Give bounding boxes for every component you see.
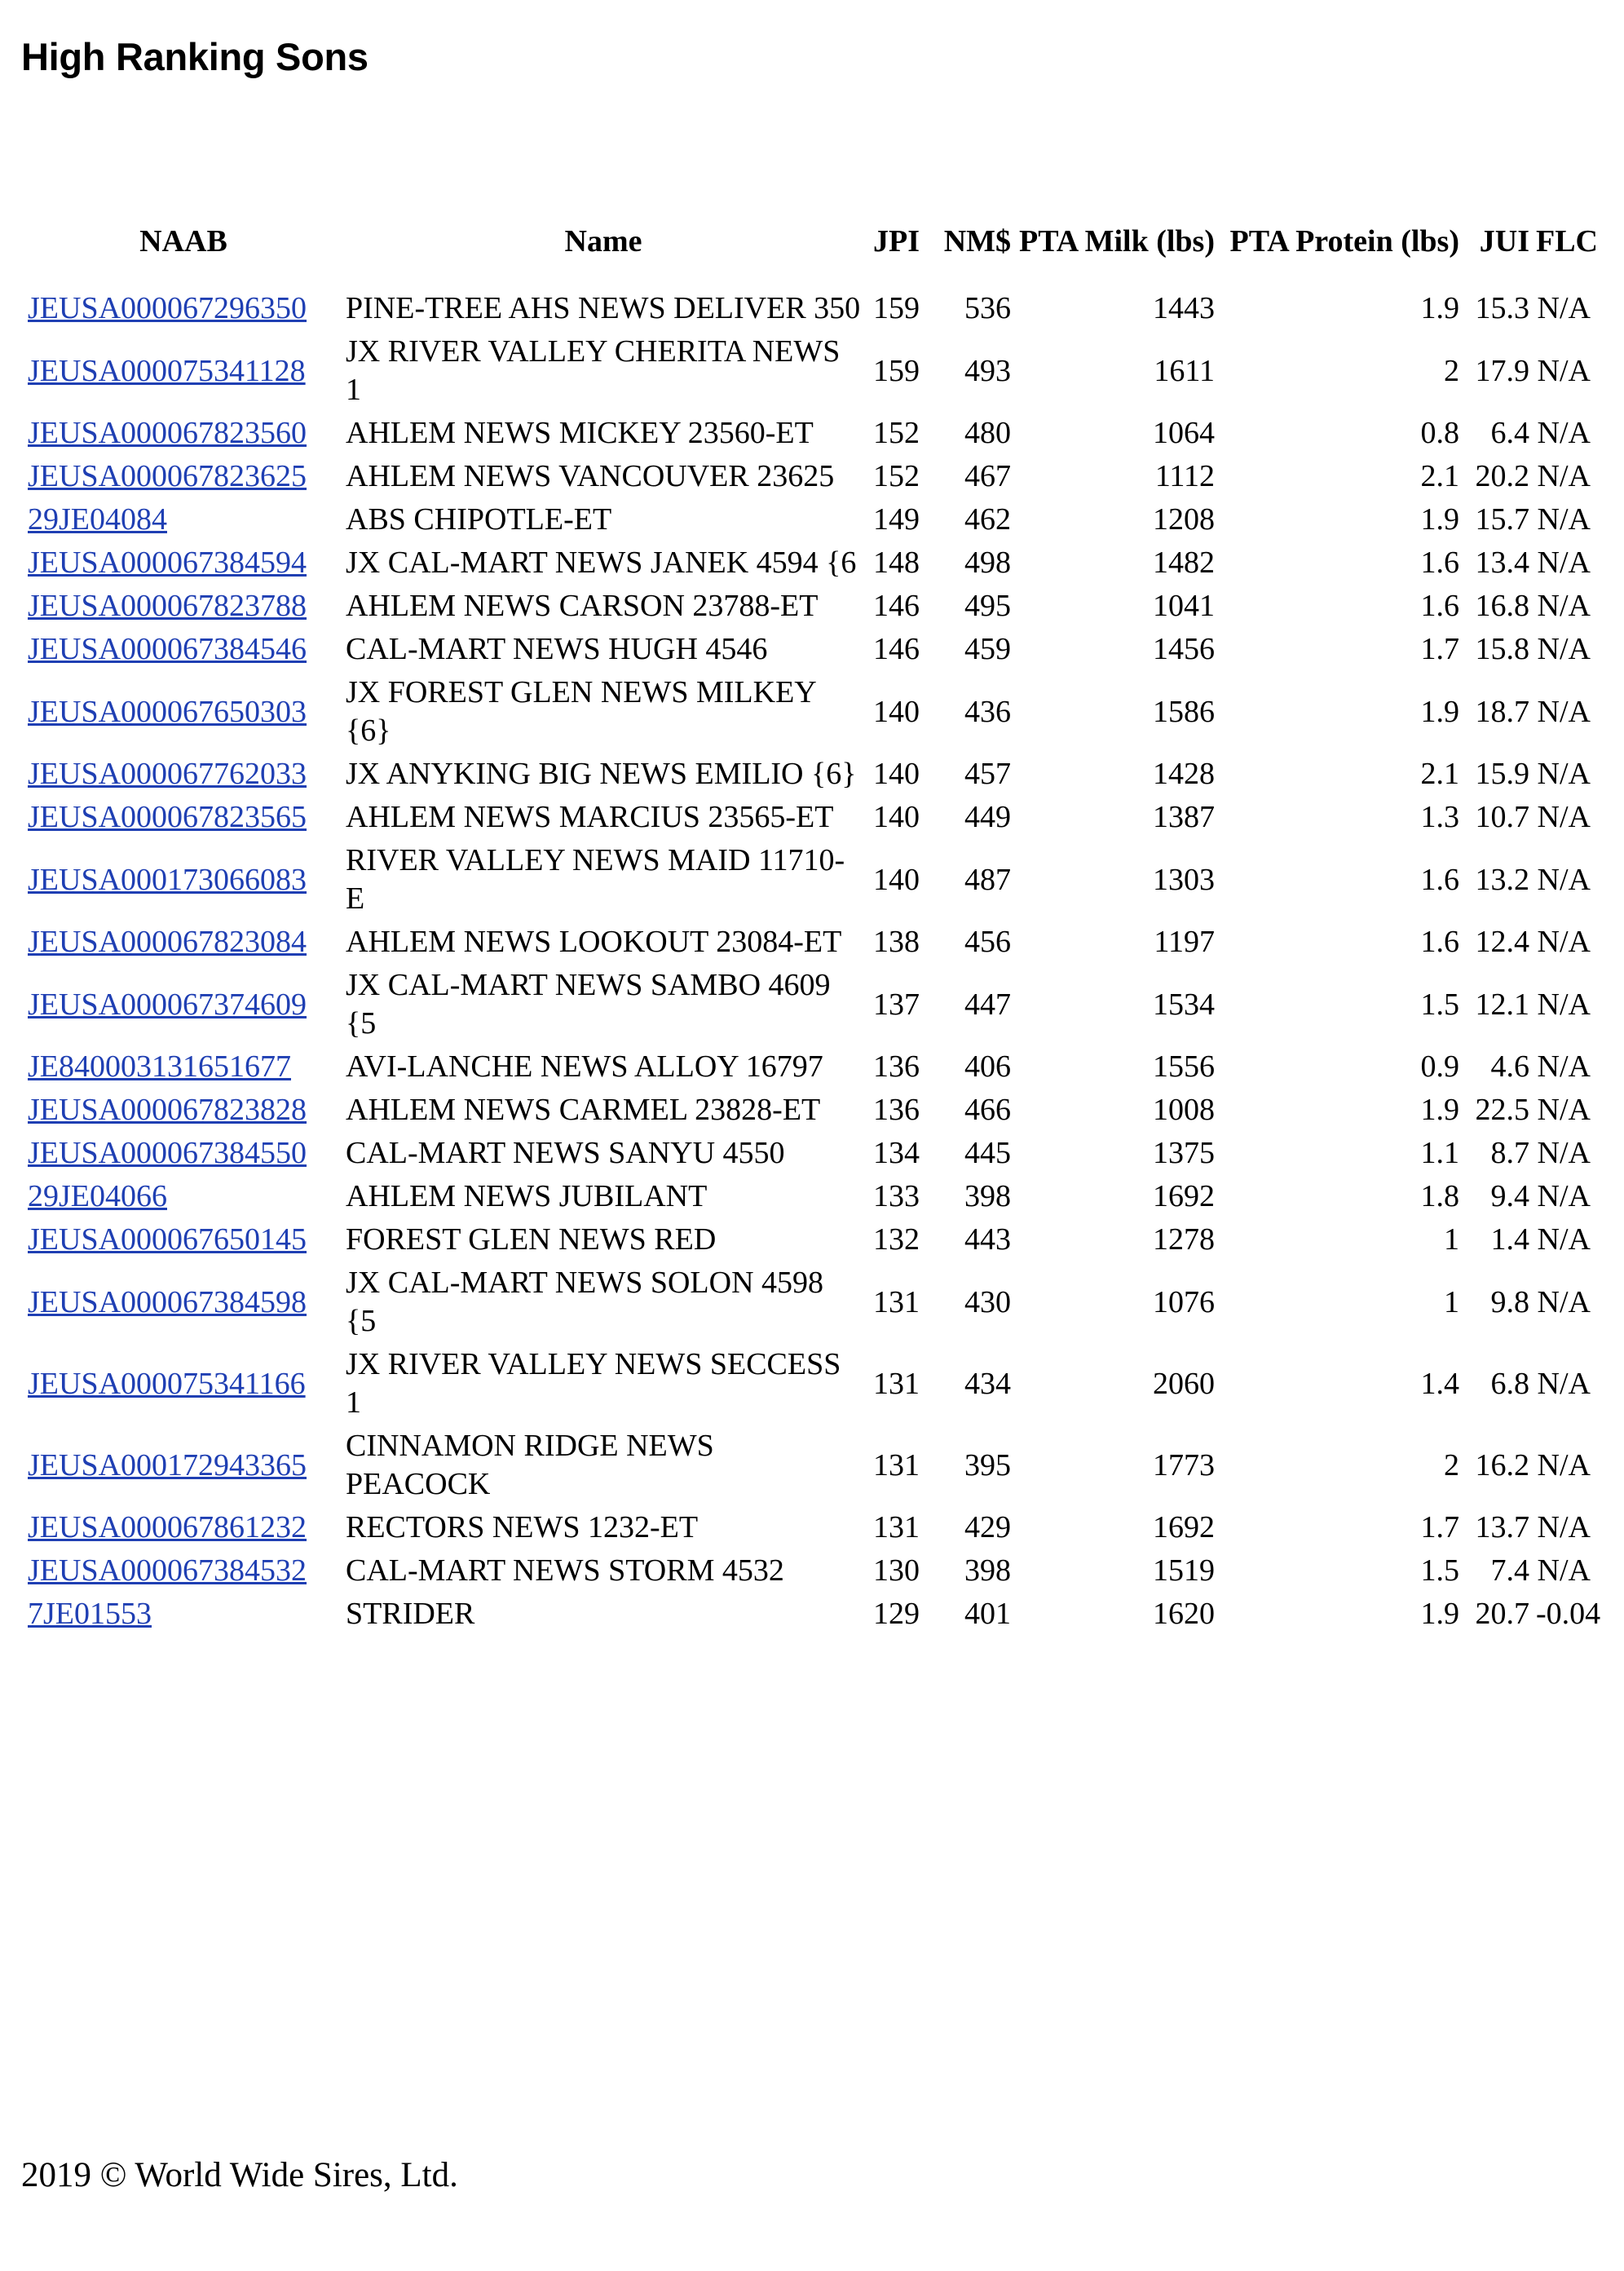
naab-link[interactable]: 29JE04084 xyxy=(28,502,167,537)
cell-jpi: 134 xyxy=(873,1136,920,1170)
cell-name: JX FOREST GLEN NEWS MILKEY {6} xyxy=(346,675,816,748)
naab-link[interactable]: JEUSA000067384546 xyxy=(28,632,307,666)
cell-flc: N/A xyxy=(1537,694,1591,729)
cell-pta-protein: 0.8 xyxy=(1420,416,1459,450)
cell-flc: N/A xyxy=(1537,632,1591,666)
naab-link[interactable]: JEUSA000067762033 xyxy=(28,757,307,791)
cell-pta-protein: 1.5 xyxy=(1420,987,1459,1022)
cell-jpi: 140 xyxy=(873,694,920,729)
cell-nm: 462 xyxy=(964,502,1011,537)
column-header-pta-protein[interactable]: PTA Protein (lbs) xyxy=(1229,224,1459,258)
cell-pta-milk: 1008 xyxy=(1153,1093,1215,1127)
cell-pta-milk: 1278 xyxy=(1153,1222,1215,1257)
cell-pta-protein: 1.7 xyxy=(1420,632,1459,666)
cell-nm: 436 xyxy=(964,694,1011,729)
cell-naab xyxy=(24,796,342,839)
cell-flc: N/A xyxy=(1537,987,1591,1022)
table-row xyxy=(24,498,1594,541)
cell-jui: 1.4 xyxy=(1490,1222,1529,1257)
cell-name: STRIDER xyxy=(346,1597,475,1631)
naab-link[interactable]: JEUSA000067823625 xyxy=(28,459,307,493)
cell-name: CAL-MART NEWS STORM 4532 xyxy=(346,1553,784,1588)
cell-name: AHLEM NEWS JUBILANT xyxy=(346,1179,708,1213)
cell-jpi: 140 xyxy=(873,757,920,791)
cell-nm: 480 xyxy=(964,416,1011,450)
table-row xyxy=(24,1506,1594,1549)
table-row xyxy=(24,1593,1594,1636)
cell-jpi: 159 xyxy=(873,291,920,325)
cell-pta-milk: 1076 xyxy=(1153,1284,1215,1319)
cell-pta-protein: 1.9 xyxy=(1420,1093,1459,1127)
cell-flc: N/A xyxy=(1537,1093,1591,1127)
table-row xyxy=(24,753,1594,796)
cell-pta-protein: 1.9 xyxy=(1420,1597,1459,1631)
cell-jui: 9.8 xyxy=(1490,1284,1529,1319)
cell-jui: 12.1 xyxy=(1475,987,1529,1022)
cell-naab xyxy=(24,1593,342,1636)
cell-jpi: 137 xyxy=(873,987,920,1022)
cell-pta-protein: 2.1 xyxy=(1420,459,1459,493)
naab-link[interactable]: JEUSA000067823788 xyxy=(28,589,307,623)
cell-pta-milk: 1443 xyxy=(1153,291,1215,325)
cell-jui: 15.3 xyxy=(1475,291,1529,325)
cell-jui: 20.2 xyxy=(1475,459,1529,493)
cell-nm: 395 xyxy=(964,1447,1011,1482)
cell-naab xyxy=(24,1089,342,1132)
cell-pta-protein: 1.9 xyxy=(1420,291,1459,325)
cell-jui: 13.7 xyxy=(1475,1510,1529,1544)
cell-flc: N/A xyxy=(1537,353,1591,388)
cell-jpi: 136 xyxy=(873,1093,920,1127)
cell-name: RECTORS NEWS 1232-ET xyxy=(346,1510,699,1544)
table-row xyxy=(24,287,1594,330)
naab-link[interactable]: JEUSA000075341166 xyxy=(28,1366,306,1401)
column-header-jui[interactable]: JUI xyxy=(1479,224,1529,258)
cell-pta-milk: 1303 xyxy=(1153,862,1215,897)
naab-link[interactable]: JEUSA000067650145 xyxy=(28,1222,307,1257)
cell-jui: 6.4 xyxy=(1490,416,1529,450)
naab-link[interactable]: JEUSA000172943365 xyxy=(28,1447,307,1482)
naab-link[interactable]: JEUSA000067384532 xyxy=(28,1553,307,1588)
cell-flc: N/A xyxy=(1537,1366,1591,1401)
cell-name: RIVER VALLEY NEWS MAID 11710-E xyxy=(346,843,845,916)
cell-jpi: 138 xyxy=(873,925,920,959)
cell-naab xyxy=(24,455,342,498)
table-header-row xyxy=(24,196,1594,287)
cell-naab xyxy=(24,1549,342,1593)
cell-flc: -0.04 xyxy=(1536,1597,1601,1631)
cell-name: JX CAL-MART NEWS SAMBO 4609 {5 xyxy=(346,968,831,1041)
cell-name: CAL-MART NEWS SANYU 4550 xyxy=(346,1136,785,1170)
cell-jpi: 146 xyxy=(873,632,920,666)
sons-table-body xyxy=(24,287,1601,1636)
table-row xyxy=(24,796,1594,839)
cell-pta-protein: 1.4 xyxy=(1420,1366,1459,1401)
cell-jui: 13.2 xyxy=(1475,862,1529,897)
table-row xyxy=(24,585,1594,628)
cell-pta-protein: 1.5 xyxy=(1420,1553,1459,1588)
table-row xyxy=(24,541,1594,585)
sons-table xyxy=(24,196,1601,1636)
naab-link[interactable]: JEUSA000067861232 xyxy=(28,1510,307,1544)
cell-naab xyxy=(24,1343,342,1425)
cell-pta-protein: 1.6 xyxy=(1420,546,1459,580)
table-row xyxy=(24,1089,1594,1132)
table-row xyxy=(24,455,1594,498)
naab-link[interactable]: JEUSA000067823565 xyxy=(28,800,307,834)
cell-jpi: 149 xyxy=(873,502,920,537)
cell-name: AHLEM NEWS CARMEL 23828-ET xyxy=(346,1093,821,1127)
cell-naab xyxy=(24,498,342,541)
column-header-name[interactable]: Name xyxy=(564,224,642,258)
cell-flc: N/A xyxy=(1537,1447,1591,1482)
cell-nm: 498 xyxy=(964,546,1011,580)
naab-link[interactable]: JEUSA000067384598 xyxy=(28,1284,307,1319)
cell-flc: N/A xyxy=(1537,757,1591,791)
cell-flc: N/A xyxy=(1537,546,1591,580)
cell-pta-protein: 1 xyxy=(1444,1222,1459,1257)
cell-naab xyxy=(24,1506,342,1549)
cell-jui: 16.2 xyxy=(1475,1447,1529,1482)
cell-naab xyxy=(24,330,342,412)
cell-pta-protein: 2 xyxy=(1444,1447,1459,1482)
cell-jpi: 159 xyxy=(873,353,920,388)
cell-flc: N/A xyxy=(1537,1179,1591,1213)
cell-name: JX CAL-MART NEWS SOLON 4598 {5 xyxy=(346,1266,824,1338)
cell-jui: 10.7 xyxy=(1475,800,1529,834)
cell-name: FOREST GLEN NEWS RED xyxy=(346,1222,717,1257)
cell-nm: 493 xyxy=(964,353,1011,388)
cell-jpi: 131 xyxy=(873,1366,920,1401)
column-header-naab[interactable]: NAAB xyxy=(139,224,227,258)
cell-pta-milk: 1586 xyxy=(1153,694,1215,729)
cell-jui: 9.4 xyxy=(1490,1179,1529,1213)
cell-naab xyxy=(24,1261,342,1343)
cell-pta-milk: 1064 xyxy=(1153,416,1215,450)
table-row xyxy=(24,1425,1594,1506)
cell-name: JX RIVER VALLEY NEWS SECCESS 1 xyxy=(346,1347,841,1420)
cell-name: AHLEM NEWS MARCIUS 23565-ET xyxy=(346,800,834,834)
cell-nm: 447 xyxy=(964,987,1011,1022)
table-row xyxy=(24,1045,1594,1089)
cell-pta-milk: 1692 xyxy=(1153,1510,1215,1544)
table-row xyxy=(24,839,1594,921)
cell-jpi: 131 xyxy=(873,1447,920,1482)
cell-naab xyxy=(24,1425,342,1506)
cell-nm: 449 xyxy=(964,800,1011,834)
cell-name: CINNAMON RIDGE NEWS PEACOCK xyxy=(346,1429,714,1501)
cell-naab xyxy=(24,964,342,1045)
table-row xyxy=(24,1218,1594,1261)
column-header-flc[interactable]: FLC xyxy=(1536,224,1598,258)
cell-jpi: 136 xyxy=(873,1049,920,1084)
cell-pta-milk: 1197 xyxy=(1154,925,1215,959)
cell-naab xyxy=(24,753,342,796)
cell-nm: 443 xyxy=(964,1222,1011,1257)
cell-name: PINE-TREE AHS NEWS DELIVER 350 xyxy=(346,291,861,325)
cell-naab xyxy=(24,1218,342,1261)
cell-naab xyxy=(24,628,342,671)
table-row xyxy=(24,628,1594,671)
cell-pta-milk: 1773 xyxy=(1153,1447,1215,1482)
cell-jpi: 140 xyxy=(873,862,920,897)
cell-pta-protein: 2 xyxy=(1444,353,1459,388)
cell-nm: 401 xyxy=(964,1597,1011,1631)
cell-jpi: 129 xyxy=(873,1597,920,1631)
cell-pta-protein: 1.9 xyxy=(1420,694,1459,729)
cell-jpi: 152 xyxy=(873,416,920,450)
naab-link[interactable]: JEUSA000067296350 xyxy=(28,291,307,325)
cell-pta-milk: 1620 xyxy=(1153,1597,1215,1631)
cell-pta-milk: 1519 xyxy=(1153,1553,1215,1588)
table-row xyxy=(24,964,1594,1045)
cell-jpi: 152 xyxy=(873,459,920,493)
cell-name: ABS CHIPOTLE-ET xyxy=(346,502,612,537)
cell-naab xyxy=(24,671,342,753)
cell-nm: 536 xyxy=(964,291,1011,325)
cell-pta-milk: 1611 xyxy=(1154,353,1215,388)
cell-nm: 430 xyxy=(964,1284,1011,1319)
cell-naab xyxy=(24,585,342,628)
naab-link[interactable]: 7JE01553 xyxy=(28,1597,152,1631)
naab-link[interactable]: JEUSA000067374609 xyxy=(28,987,307,1022)
cell-pta-milk: 1208 xyxy=(1153,502,1215,537)
cell-flc: N/A xyxy=(1537,1222,1591,1257)
naab-link[interactable]: JEUSA000075341128 xyxy=(28,353,306,388)
cell-naab xyxy=(24,412,342,455)
cell-name: JX CAL-MART NEWS JANEK 4594 {6 xyxy=(346,546,857,580)
table-row xyxy=(24,671,1594,753)
cell-naab xyxy=(24,1132,342,1175)
cell-pta-protein: 1.6 xyxy=(1420,589,1459,623)
cell-naab xyxy=(24,287,342,330)
cell-jpi: 146 xyxy=(873,589,920,623)
column-header-jpi[interactable]: JPI xyxy=(873,224,920,258)
cell-pta-milk: 1112 xyxy=(1154,459,1215,493)
cell-jui: 4.6 xyxy=(1490,1049,1529,1084)
cell-nm: 467 xyxy=(964,459,1011,493)
table-row xyxy=(24,1549,1594,1593)
cell-pta-milk: 1692 xyxy=(1153,1179,1215,1213)
cell-flc: N/A xyxy=(1537,800,1591,834)
cell-flc: N/A xyxy=(1537,1049,1591,1084)
cell-nm: 466 xyxy=(964,1093,1011,1127)
cell-nm: 495 xyxy=(964,589,1011,623)
cell-nm: 487 xyxy=(964,862,1011,897)
cell-name: AVI-LANCHE NEWS ALLOY 16797 xyxy=(346,1049,823,1084)
table-row xyxy=(24,1343,1594,1425)
cell-pta-milk: 1387 xyxy=(1153,800,1215,834)
cell-pta-protein: 0.9 xyxy=(1420,1049,1459,1084)
cell-nm: 445 xyxy=(964,1136,1011,1170)
cell-jui: 6.8 xyxy=(1490,1366,1529,1401)
cell-pta-protein: 1.1 xyxy=(1420,1136,1459,1170)
naab-link[interactable]: 29JE04066 xyxy=(28,1179,167,1213)
cell-flc: N/A xyxy=(1537,1553,1591,1588)
cell-nm: 459 xyxy=(964,632,1011,666)
cell-jpi: 131 xyxy=(873,1510,920,1544)
cell-nm: 457 xyxy=(964,757,1011,791)
column-header-pta-milk[interactable]: PTA Milk (lbs) xyxy=(1019,224,1215,258)
cell-jui: 22.5 xyxy=(1475,1093,1529,1127)
table-row xyxy=(24,1261,1594,1343)
cell-pta-protein: 1.8 xyxy=(1420,1179,1459,1213)
cell-name: CAL-MART NEWS HUGH 4546 xyxy=(346,632,768,666)
naab-link[interactable]: JEUSA000067823828 xyxy=(28,1093,307,1127)
cell-nm: 456 xyxy=(964,925,1011,959)
cell-pta-milk: 1428 xyxy=(1153,757,1215,791)
naab-link[interactable]: JE840003131651677 xyxy=(28,1049,291,1084)
naab-link[interactable]: JEUSA000067823560 xyxy=(28,416,307,450)
table-row xyxy=(24,330,1594,412)
cell-jui: 12.4 xyxy=(1475,925,1529,959)
cell-nm: 398 xyxy=(964,1179,1011,1213)
cell-jui: 20.7 xyxy=(1475,1597,1529,1631)
naab-link[interactable]: JEUSA000067384594 xyxy=(28,546,307,580)
cell-pta-milk: 1375 xyxy=(1153,1136,1215,1170)
cell-flc: N/A xyxy=(1537,459,1591,493)
cell-flc: N/A xyxy=(1537,416,1591,450)
cell-jui: 15.7 xyxy=(1475,502,1529,537)
naab-link[interactable]: JEUSA000067384550 xyxy=(28,1136,307,1170)
cell-flc: N/A xyxy=(1537,925,1591,959)
cell-jui: 8.7 xyxy=(1490,1136,1529,1170)
cell-naab xyxy=(24,541,342,585)
cell-pta-milk: 1041 xyxy=(1153,589,1215,623)
cell-jui: 13.4 xyxy=(1475,546,1529,580)
cell-nm: 406 xyxy=(964,1049,1011,1084)
cell-pta-milk: 1482 xyxy=(1153,546,1215,580)
cell-name: AHLEM NEWS VANCOUVER 23625 xyxy=(346,459,835,493)
cell-jpi: 131 xyxy=(873,1284,920,1319)
cell-jui: 15.8 xyxy=(1475,632,1529,666)
cell-pta-milk: 1534 xyxy=(1153,987,1215,1022)
cell-jui: 17.9 xyxy=(1475,353,1529,388)
cell-naab xyxy=(24,921,342,964)
naab-link[interactable]: JEUSA000173066083 xyxy=(28,862,307,897)
cell-jui: 16.8 xyxy=(1475,589,1529,623)
cell-pta-milk: 1556 xyxy=(1153,1049,1215,1084)
cell-naab xyxy=(24,1175,342,1218)
cell-pta-milk: 1456 xyxy=(1153,632,1215,666)
table-row xyxy=(24,1132,1594,1175)
cell-name: JX RIVER VALLEY CHERITA NEWS 1 xyxy=(346,334,841,407)
cell-jui: 15.9 xyxy=(1475,757,1529,791)
cell-jpi: 133 xyxy=(873,1179,920,1213)
cell-nm: 434 xyxy=(964,1366,1011,1401)
page-title: High Ranking Sons xyxy=(21,35,368,78)
table-row xyxy=(24,412,1594,455)
table-row xyxy=(24,1175,1594,1218)
cell-pta-protein: 1.9 xyxy=(1420,502,1459,537)
cell-flc: N/A xyxy=(1537,1284,1591,1319)
cell-jui: 18.7 xyxy=(1475,694,1529,729)
copyright-footer: 2019 © World Wide Sires, Ltd. xyxy=(21,2156,458,2194)
cell-flc: N/A xyxy=(1537,502,1591,537)
cell-jpi: 130 xyxy=(873,1553,920,1588)
cell-pta-protein: 2.1 xyxy=(1420,757,1459,791)
cell-name: AHLEM NEWS LOOKOUT 23084-ET xyxy=(346,925,842,959)
cell-pta-protein: 1 xyxy=(1444,1284,1459,1319)
naab-link[interactable]: JEUSA000067823084 xyxy=(28,925,307,959)
naab-link[interactable]: JEUSA000067650303 xyxy=(28,694,307,729)
cell-flc: N/A xyxy=(1537,862,1591,897)
cell-jpi: 140 xyxy=(873,800,920,834)
table-row xyxy=(24,921,1594,964)
cell-flc: N/A xyxy=(1537,1510,1591,1544)
cell-nm: 429 xyxy=(964,1510,1011,1544)
cell-flc: N/A xyxy=(1537,1136,1591,1170)
cell-jpi: 132 xyxy=(873,1222,920,1257)
cell-pta-protein: 1.6 xyxy=(1420,862,1459,897)
cell-pta-milk: 2060 xyxy=(1153,1366,1215,1401)
column-header-nm[interactable]: NM$ xyxy=(943,224,1011,258)
cell-naab xyxy=(24,839,342,921)
cell-name: AHLEM NEWS MICKEY 23560-ET xyxy=(346,416,814,450)
cell-flc: N/A xyxy=(1537,291,1591,325)
cell-nm: 398 xyxy=(964,1553,1011,1588)
cell-pta-protein: 1.7 xyxy=(1420,1510,1459,1544)
cell-flc: N/A xyxy=(1537,589,1591,623)
cell-jpi: 148 xyxy=(873,546,920,580)
cell-pta-protein: 1.6 xyxy=(1420,925,1459,959)
cell-name: JX ANYKING BIG NEWS EMILIO {6} xyxy=(346,757,857,791)
cell-naab xyxy=(24,1045,342,1089)
cell-name: AHLEM NEWS CARSON 23788-ET xyxy=(346,589,819,623)
cell-pta-protein: 1.3 xyxy=(1420,800,1459,834)
cell-jui: 7.4 xyxy=(1490,1553,1529,1588)
